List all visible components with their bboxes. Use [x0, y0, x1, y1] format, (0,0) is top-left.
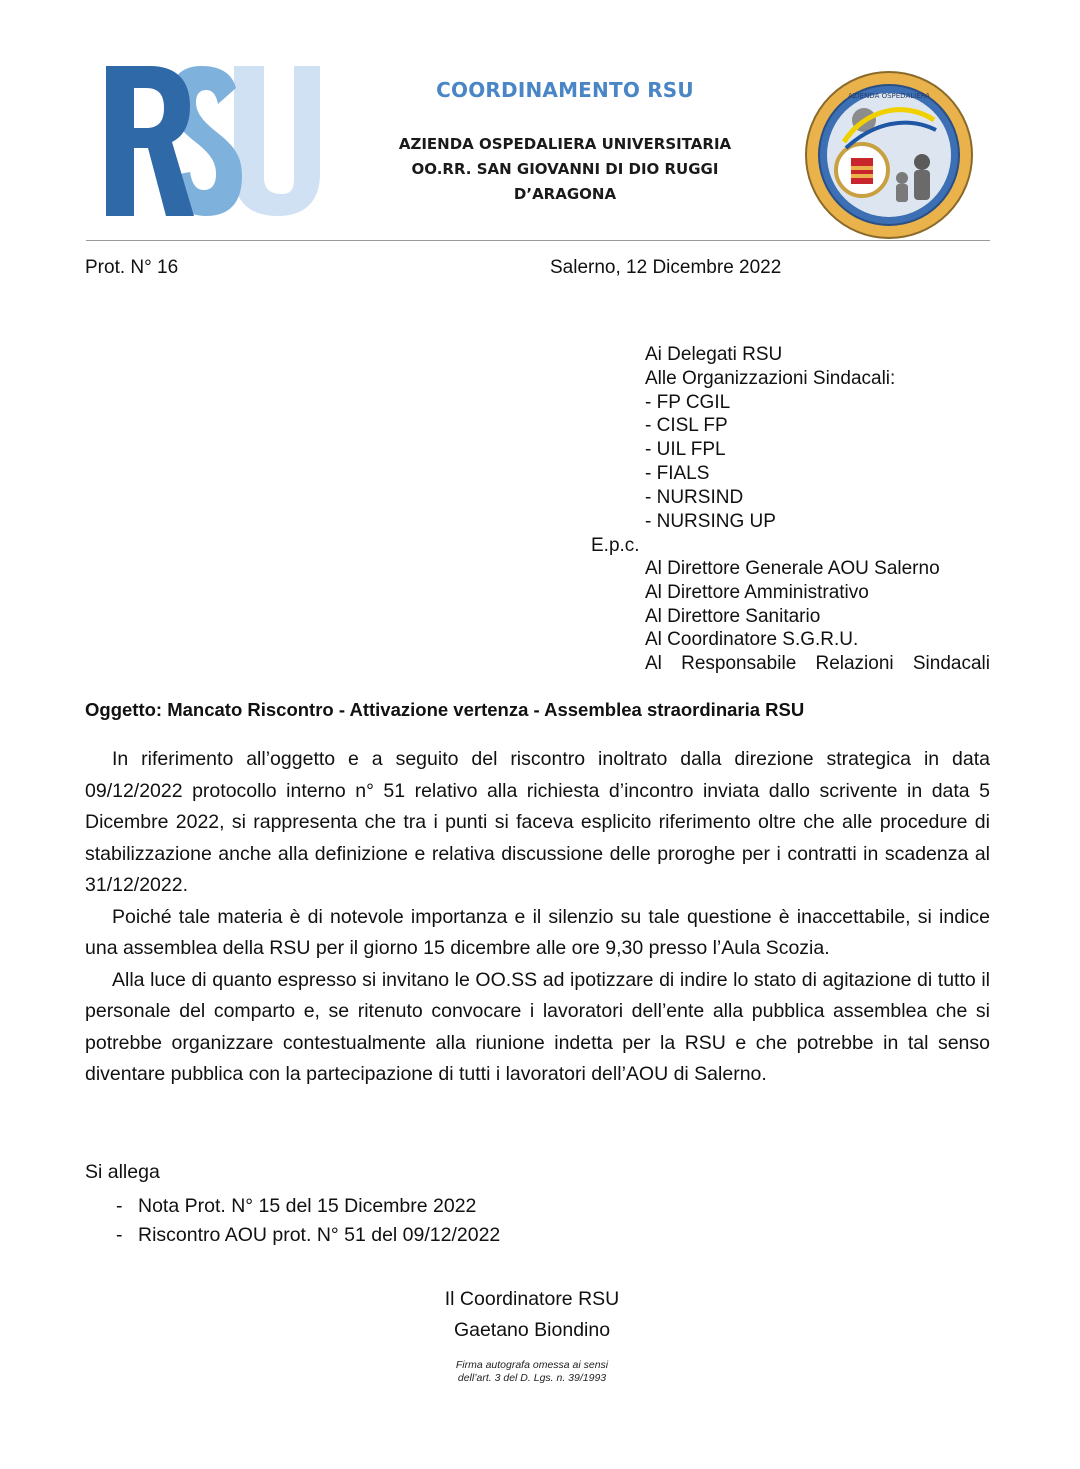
place-and-date: Salerno, 12 Dicembre 2022	[550, 257, 782, 278]
organization-line: AZIENDA OSPEDALIERA UNIVERSITARIA	[398, 135, 732, 153]
cc-word: Al	[645, 653, 662, 675]
attachments-label: Si allega	[85, 1161, 160, 1183]
header-title: COORDINAMENTO RSU	[436, 78, 694, 102]
bullet-dash-icon: -	[116, 1195, 123, 1217]
signature-note	[420, 1359, 644, 1385]
signature-note-line: Firma autografa omessa ai sensi	[455, 1359, 609, 1371]
organization-name	[380, 132, 750, 207]
attachments-list	[116, 1192, 500, 1250]
cc-line	[645, 652, 990, 676]
attachment-item	[116, 1221, 500, 1250]
epc-label: E.p.c.	[591, 535, 640, 556]
attachment-text: Nota Prot. N° 15 del 15 Dicembre 2022	[138, 1195, 477, 1217]
recipient-line: Ai Delegati RSU	[645, 344, 783, 365]
cc-word: Sindacali	[912, 653, 990, 675]
recipient-line: - FP CGIL	[645, 391, 731, 413]
signer-name: Gaetano Biondino	[453, 1319, 611, 1341]
recipient-line: - CISL FP	[645, 415, 728, 437]
organization-line: OO.RR. SAN GIOVANNI DI DIO RUGGI	[411, 160, 719, 178]
protocol-number: Prot. N° 16	[85, 257, 179, 278]
body-paragraph: Alla luce di quanto espresso si invitano le OO.SS ad ipotizzare di indire lo stato di agitazione di tutto il personale del comparto e, se ritenuto convocare i lavoratori dell’ente alla pubblica assemblea che si potrebbe organizzare contestualmente alla riunione indetta per la RSU e che potrebbe in tal senso diventare pubblica con la partecipazione di tutti i lavoratori dell’AOU di Salerno.	[85, 968, 990, 1085]
cc-list	[645, 557, 990, 676]
cc-line: Al Coordinatore S.G.R.U.	[645, 629, 859, 651]
recipient-line: - UIL FPL	[645, 439, 726, 461]
header-divider	[86, 240, 990, 241]
recipients-list	[645, 343, 895, 533]
recipient-line: - NURSING UP	[645, 510, 776, 532]
signature-note-line: dell’art. 3 del D. Lgs. n. 39/1993	[457, 1372, 607, 1384]
cc-word: Responsabile	[681, 653, 797, 675]
body-paragraph: In riferimento all’oggetto e a seguito del riscontro inoltrato dalla direzione strategica in data 09/12/2022 protocollo interno n° 51 relativo alla richiesta d’incontro inviata dallo scrivente in data 5 Dicembre 2022, si rappresenta che tra i punti si faceva esplicito riferimento oltre che alle procedure di stabilizzazione anche alla definizione e relativa discussione delle proroghe per i contratti in scadenza al 31/12/2022.	[85, 748, 990, 896]
svg-text:AZIENDA OSPEDALIERA: AZIENDA OSPEDALIERA	[848, 92, 930, 100]
recipient-line: - FIALS	[645, 462, 710, 484]
rsu-logo	[106, 66, 322, 216]
letter-body	[85, 744, 990, 1091]
signature-block	[400, 1284, 664, 1346]
cc-line: Al Direttore Amministrativo	[645, 581, 869, 603]
body-paragraph: Poiché tale materia è di notevole importanza e il silenzio su tale questione è inaccettabile, si indice una assemblea della RSU per il giorno 15 dicembre alle ore 9,30 presso l’Aula Scozia.	[85, 905, 990, 959]
subject-line: Oggetto: Mancato Riscontro - Attivazione vertenza - Assemblea straordinaria RSU	[85, 699, 805, 720]
signer-role: Il Coordinatore RSU	[444, 1288, 620, 1310]
bullet-dash-icon: -	[116, 1224, 123, 1246]
cc-word: Relazioni	[815, 653, 894, 675]
organization-line: D’ARAGONA	[513, 185, 617, 203]
attachment-item	[116, 1192, 500, 1221]
cc-line: Al Direttore Generale AOU Salerno	[645, 558, 940, 579]
hospital-seal-icon	[804, 70, 974, 240]
cc-line: Al Direttore Sanitario	[645, 605, 821, 627]
recipient-line: - NURSIND	[645, 486, 744, 508]
attachment-text: Riscontro AOU prot. N° 51 del 09/12/2022	[138, 1224, 501, 1246]
recipient-line: Alle Organizzazioni Sindacali:	[645, 367, 896, 389]
